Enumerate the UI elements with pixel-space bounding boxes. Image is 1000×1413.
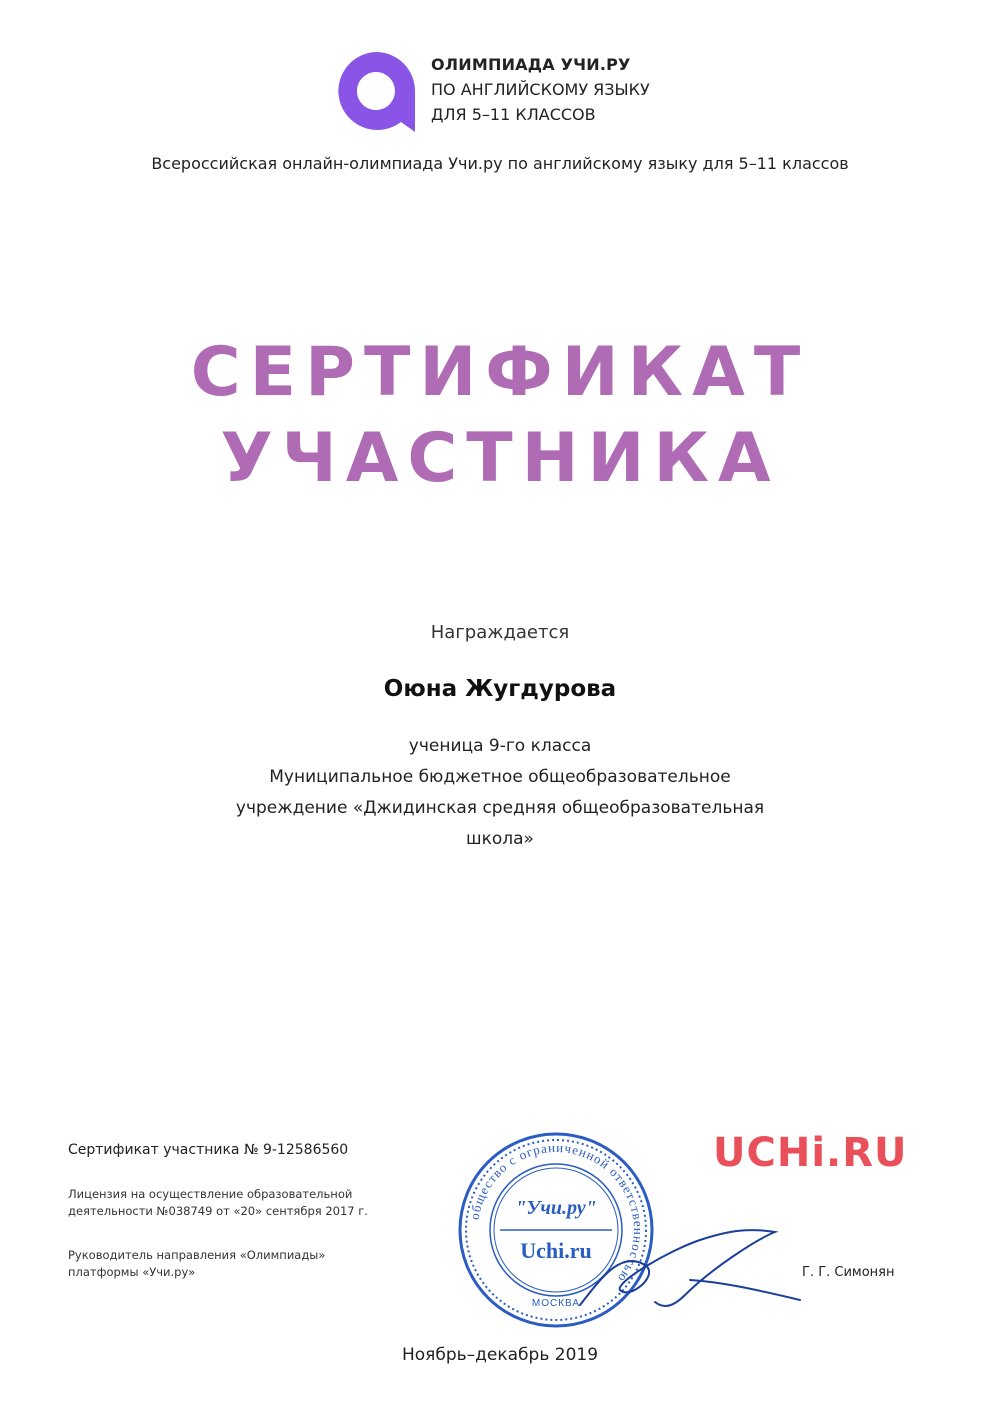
handwritten-signature-icon (560, 1210, 820, 1320)
detail-line: ученица 9-го класса (408, 736, 592, 756)
certificate-date: Ноябрь–декабрь 2019 (401, 1345, 599, 1365)
detail-line: школа» (466, 829, 534, 849)
license-line: деятельности №038749 от «20» сентября 2017 г. (68, 1204, 368, 1218)
signer-name: Г. Г. Симонян (802, 1265, 895, 1280)
recipient-name: Оюна Жугдурова (383, 676, 617, 702)
detail-line: Муниципальное бюджетное общеобразовательное (269, 767, 731, 787)
logo-line-3: ДЛЯ 5–11 КЛАССОВ (431, 105, 596, 124)
certificate-title (0, 330, 1000, 502)
detail-line: учреждение «Джидинская средняя общеобразовательная (235, 798, 765, 818)
uchi-ru-brand-logo: UCHi.RU (713, 1130, 908, 1176)
seal-bottom-text: МОСКВА (531, 1298, 581, 1309)
olympiad-logo-icon (333, 48, 419, 134)
logo-line-1: ОЛИМПИАДА УЧИ.РУ (431, 55, 631, 74)
director-line: платформы «Учи.ру» (68, 1265, 196, 1279)
director-title (68, 1247, 325, 1281)
seal-center-line-1: "Учи.ру" (515, 1197, 597, 1219)
license-text (68, 1186, 368, 1220)
license-line: Лицензия на осуществление образовательной (68, 1187, 353, 1201)
seal-ring-text: общество с ограниченной ответственностью (466, 1139, 647, 1286)
logo-line-2: ПО АНГЛИЙСКОМУ ЯЗЫКУ (431, 80, 650, 99)
certificate-number: Сертификат участника № 9-12586560 (68, 1142, 349, 1158)
director-line: Руководитель направления «Олимпиады» (68, 1248, 326, 1262)
certificate-title-line-2: УЧАСТНИКА (220, 419, 780, 498)
recipient-details (160, 731, 840, 855)
awarded-label: Награждается (430, 622, 570, 643)
seal-center-line-2: Uchi.ru (520, 1238, 592, 1263)
olympiad-logo-text (431, 52, 650, 127)
olympiad-subtitle: Всероссийская онлайн-олимпиада Учи.ру по английскому языку для 5–11 классов (151, 154, 849, 173)
certificate-title-line-1: СЕРТИФИКАТ (190, 333, 810, 412)
